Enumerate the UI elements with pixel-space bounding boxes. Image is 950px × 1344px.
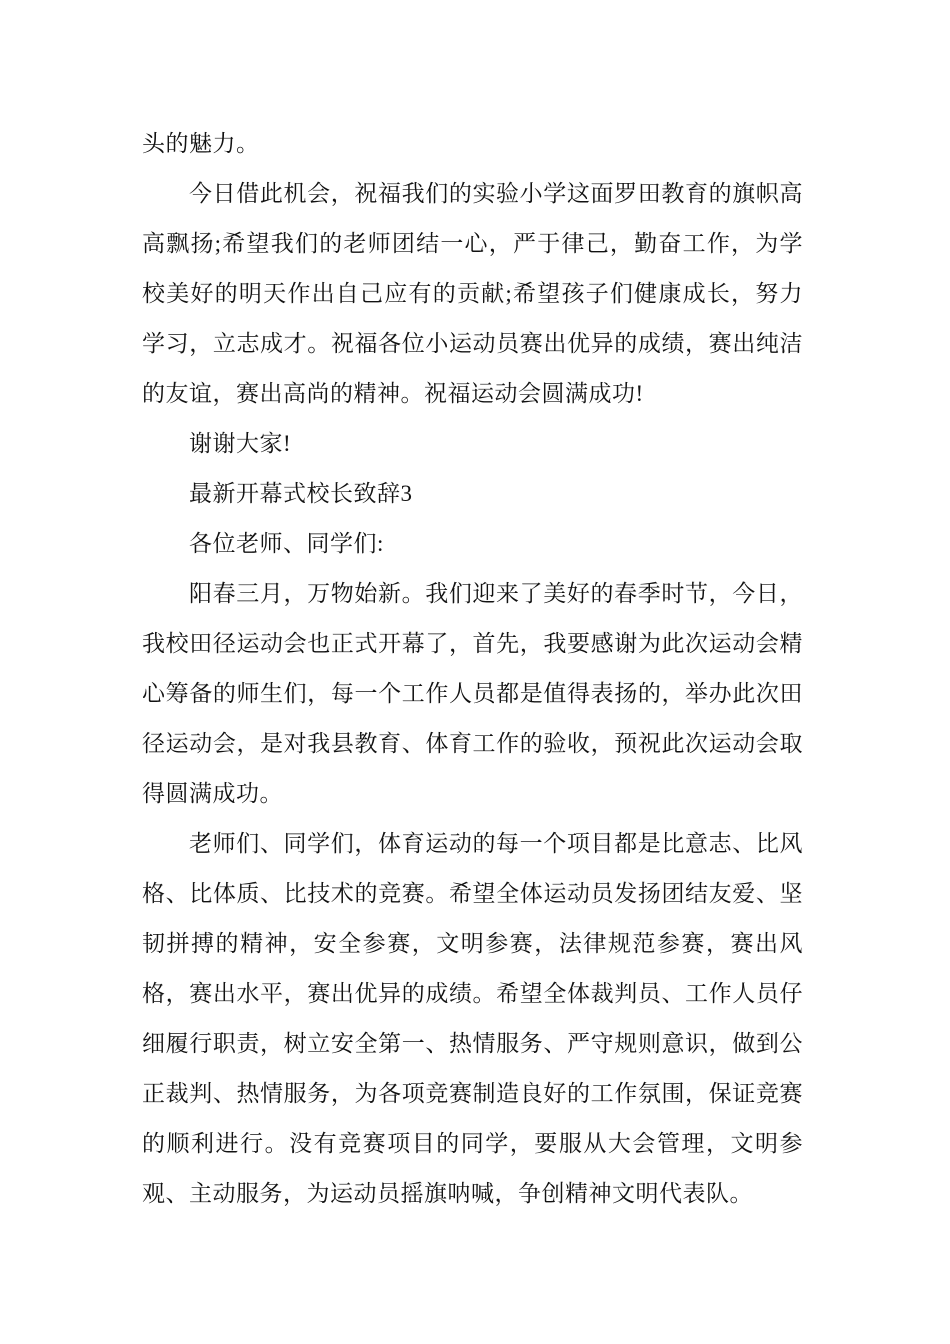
paragraph: 老师们、同学们，体育运动的每一个项目都是比意志、比风格、比体质、比技术的竞赛。希望全体运动员发扬团结友爱、坚韧拼搏的精神，安全参赛，文明参赛，法律规范参赛，赛出风格，赛出水平，赛出优异的成绩。希望全体裁判员、工作人员仔细履行职责，树立安全第一、热情服务、严守规则意识，做到公正裁判、热情服务，为各项竞赛制造良好的工作氛围，保证竞赛的顺利进行。没有竞赛项目的同学，要服从大会管理，文明参观、主动服务，为运动员摇旗呐喊，争创精神文明代表队。 xyxy=(142,831,803,1206)
document-text-block xyxy=(142,119,803,1219)
paragraph: 最新开幕式校长致辞3 xyxy=(189,481,413,506)
paragraph: 各位老师、同学们: xyxy=(189,531,384,556)
paragraph: 头的魅力。 xyxy=(142,131,260,156)
paragraph: 谢谢大家! xyxy=(189,431,292,456)
paragraph: 阳春三月，万物始新。我们迎来了美好的春季时节，今日，我校田径运动会也正式开幕了，首先，我要感谢为此次运动会精心筹备的师生们，每一个工作人员都是值得表扬的，举办此次田径运动会，是对我县教育、体育工作的验收，预祝此次运动会取得圆满成功。 xyxy=(142,581,803,806)
paragraph: 今日借此机会，祝福我们的实验小学这面罗田教育的旗帜高高飘扬;希望我们的老师团结一心，严于律己，勤奋工作，为学校美好的明天作出自己应有的贡献;希望孩子们健康成长，努力学习，立志成才。祝福各位小运动员赛出优异的成绩，赛出纯洁的友谊，赛出高尚的精神。祝福运动会圆满成功! xyxy=(142,181,803,406)
